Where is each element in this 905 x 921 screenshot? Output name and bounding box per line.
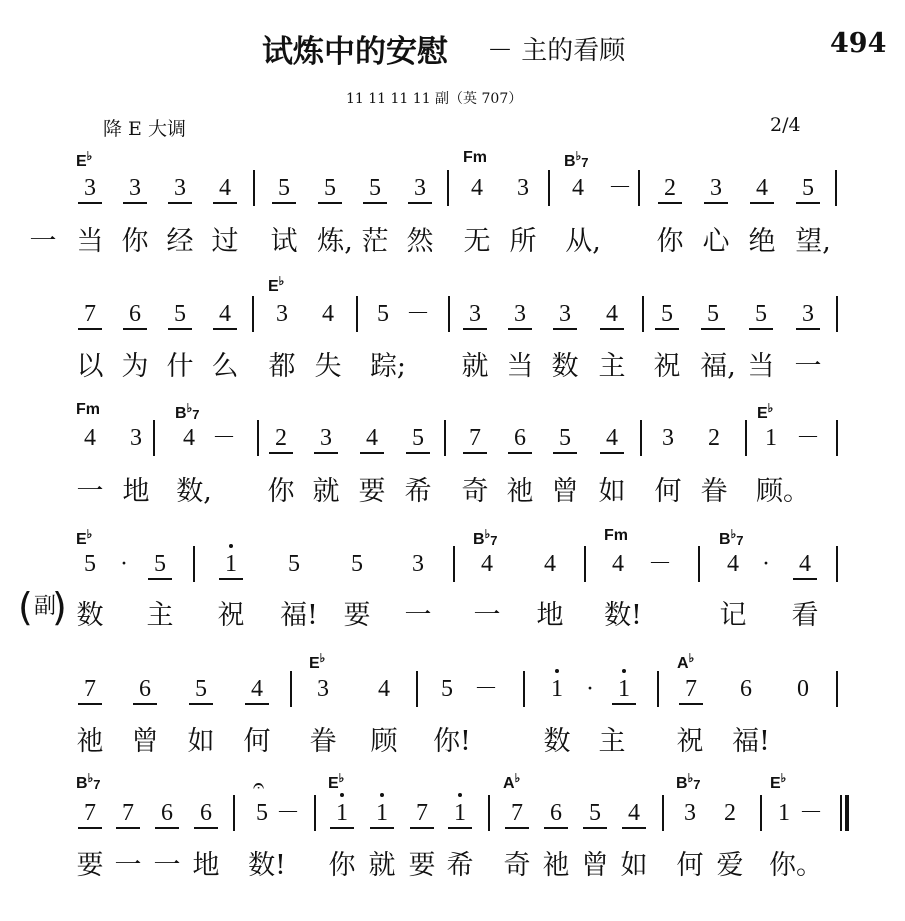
jianpu-note: 4 <box>322 301 334 327</box>
jianpu-note: 3 <box>123 176 147 204</box>
jianpu-note: 4 <box>481 551 493 577</box>
jianpu-note: 3 <box>508 302 532 330</box>
lyric-char: 一 <box>794 351 822 382</box>
lyric-char: 无 <box>463 226 491 257</box>
lyric-char: 曾 <box>131 726 159 757</box>
jianpu-note: 5 <box>84 551 96 577</box>
jianpu-note: 7 <box>78 801 102 829</box>
jianpu-note: － <box>406 301 430 327</box>
chord-symbol: E♭ <box>328 771 345 792</box>
jianpu-note: 5 <box>272 176 296 204</box>
jianpu-note: 6 <box>508 426 532 454</box>
jianpu-note: · <box>586 676 594 702</box>
lyric-char: 眷 <box>309 726 337 757</box>
bar-line <box>252 296 254 332</box>
bar-line <box>836 296 838 332</box>
lyric-char: 祝 <box>217 600 245 631</box>
chord-symbol: Fm <box>463 149 487 166</box>
lyric-char: 曾 <box>551 476 579 507</box>
jianpu-note: 7 <box>116 801 140 829</box>
chord-symbol: Fm <box>76 401 100 418</box>
lyric-char: 以 <box>76 351 104 382</box>
hymn-title: 试炼中的安慰 <box>262 34 448 70</box>
bar-line <box>447 170 449 206</box>
lyric-char: 奇 <box>503 850 531 881</box>
bar-line <box>488 795 490 831</box>
chord-symbol: A♭ <box>677 651 695 672</box>
jianpu-note: 5 <box>749 302 773 330</box>
lyric-char: 主 <box>598 351 626 382</box>
chord-symbol: Fm <box>604 527 628 544</box>
bar-line <box>662 795 664 831</box>
lyric-char: 一 <box>114 850 142 881</box>
bar-line <box>444 420 446 456</box>
lyric-char: 炼, <box>317 226 353 257</box>
chord-symbol: E♭ <box>309 651 326 672</box>
lyric-char: 祂 <box>76 726 104 757</box>
lyric-char: 祂 <box>542 850 570 881</box>
lyric-char: 地 <box>536 600 564 631</box>
jianpu-note: － <box>276 800 300 826</box>
bar-line <box>640 420 642 456</box>
jianpu-note: 7 <box>505 801 529 829</box>
chord-symbol: $B^♭_7$ <box>473 527 498 548</box>
jianpu-note: 4 <box>213 176 237 204</box>
jianpu-note: 3 <box>796 302 820 330</box>
bar-line <box>253 170 255 206</box>
jianpu-note: 5 <box>363 176 387 204</box>
lyric-char: 顾 <box>370 726 398 757</box>
jianpu-note: 4 <box>378 676 390 702</box>
lyric-char: 就 <box>368 850 396 881</box>
jianpu-note: 3 <box>517 175 529 201</box>
jianpu-note: 5 <box>256 800 268 826</box>
jianpu-note: 3 <box>412 551 424 577</box>
jianpu-note: 5 <box>796 176 820 204</box>
jianpu-note: 4 <box>183 425 195 451</box>
final-bar-thick <box>845 795 849 831</box>
jianpu-note: 7 <box>78 302 102 330</box>
lyric-char: 要 <box>408 850 436 881</box>
lyric-char: 你 <box>328 850 356 881</box>
lyric-char: 一 <box>76 476 104 507</box>
lyric-char: 福! <box>732 726 770 757</box>
bar-line <box>698 546 700 582</box>
bar-line <box>836 420 838 456</box>
lyric-char: 数! <box>604 600 642 631</box>
jianpu-note: 1 <box>778 800 790 826</box>
high-octave-dot <box>458 793 462 797</box>
chord-symbol: $B^♭_7$ <box>719 527 744 548</box>
jianpu-note: 7 <box>410 801 434 829</box>
bar-line <box>760 795 762 831</box>
bar-line <box>638 170 640 206</box>
lyric-char: 地 <box>192 850 220 881</box>
lyric-char: 数 <box>543 726 571 757</box>
jianpu-note: 4 <box>727 551 739 577</box>
lyric-char: 试 <box>270 226 298 257</box>
lyric-char: 当 <box>506 351 534 382</box>
jianpu-note: 1 <box>370 801 394 829</box>
jianpu-note: 5 <box>148 552 172 580</box>
jianpu-note: 4 <box>471 175 483 201</box>
jianpu-note: 4 <box>600 302 624 330</box>
lyric-char: 祝 <box>676 726 704 757</box>
jianpu-note: 3 <box>408 176 432 204</box>
lyric-char: 希 <box>404 476 432 507</box>
jianpu-note: 4 <box>544 551 556 577</box>
jianpu-note: 1 <box>765 425 777 451</box>
chord-symbol: E♭ <box>268 274 285 295</box>
lyric-char: 数! <box>248 850 286 881</box>
jianpu-note: 4 <box>612 551 624 577</box>
chord-symbol: $B^♭_7$ <box>175 401 200 422</box>
lyric-char: 如 <box>620 850 648 881</box>
lyric-char: 一 <box>404 600 432 631</box>
jianpu-note: 6 <box>544 801 568 829</box>
lyric-char: 你 <box>121 226 149 257</box>
chord-symbol: A♭ <box>503 771 521 792</box>
high-octave-dot <box>229 544 233 548</box>
jianpu-note: 4 <box>622 801 646 829</box>
lyric-char: 祂 <box>506 476 534 507</box>
lyric-char: 奇 <box>461 476 489 507</box>
jianpu-note: － <box>796 425 820 451</box>
jianpu-note: 4 <box>84 425 96 451</box>
lyric-char: 要 <box>343 600 371 631</box>
jianpu-note: 3 <box>276 301 288 327</box>
chord-symbol: E♭ <box>770 771 787 792</box>
final-bar-thin <box>840 795 842 831</box>
lyric-char: 为 <box>121 351 149 382</box>
jianpu-note: － <box>212 425 236 451</box>
jianpu-note: 3 <box>553 302 577 330</box>
high-octave-dot <box>622 669 626 673</box>
lyric-char: 你 <box>267 476 295 507</box>
high-octave-dot <box>380 793 384 797</box>
jianpu-note: 4 <box>213 302 237 330</box>
jianpu-note: － <box>474 676 498 702</box>
lyric-char: 福! <box>280 600 318 631</box>
bar-line <box>835 170 837 206</box>
chord-symbol: $B^♭_7$ <box>564 149 589 170</box>
lyric-char: 当 <box>747 351 775 382</box>
lyric-char: 心 <box>702 226 730 257</box>
jianpu-note: 3 <box>78 176 102 204</box>
lyric-char: 什 <box>166 351 194 382</box>
jianpu-note: 1 <box>219 552 243 580</box>
lyric-char: 祝 <box>653 351 681 382</box>
jianpu-note: 1 <box>612 677 636 705</box>
lyric-char: 绝 <box>748 226 776 257</box>
lyric-char: 数 <box>76 600 104 631</box>
chord-symbol: E♭ <box>757 401 774 422</box>
chord-symbol: $B^♭_7$ <box>676 771 701 792</box>
lyric-char: 曾 <box>581 850 609 881</box>
bar-line <box>416 671 418 707</box>
bar-line <box>448 296 450 332</box>
jianpu-note: 2 <box>708 425 720 451</box>
jianpu-note: 7 <box>78 677 102 705</box>
jianpu-note: 6 <box>133 677 157 705</box>
bar-line <box>257 420 259 456</box>
jianpu-note: 3 <box>662 425 674 451</box>
bar-line <box>233 795 235 831</box>
lyric-char: 要 <box>358 476 386 507</box>
jianpu-note: 6 <box>155 801 179 829</box>
lyric-char: 过 <box>211 226 239 257</box>
jianpu-note: 5 <box>288 551 300 577</box>
lyric-char: 数, <box>176 476 212 507</box>
lyric-char: 眷 <box>700 476 728 507</box>
hymn-subtitle: － 主的看顾 <box>487 36 626 66</box>
jianpu-note: 4 <box>360 426 384 454</box>
lyric-char: 主 <box>146 600 174 631</box>
bar-line <box>453 546 455 582</box>
lyric-char: 都 <box>268 351 296 382</box>
jianpu-note: 5 <box>318 176 342 204</box>
lyric-char: 就 <box>461 351 489 382</box>
time-signature: 2/4 <box>770 114 801 136</box>
jianpu-note: 1 <box>551 676 563 702</box>
bar-line <box>642 296 644 332</box>
bar-line <box>314 795 316 831</box>
jianpu-note: 5 <box>168 302 192 330</box>
jianpu-note: 3 <box>314 426 338 454</box>
jianpu-note: 3 <box>684 800 696 826</box>
jianpu-note: 5 <box>351 551 363 577</box>
bar-line <box>584 546 586 582</box>
lyric-char: 失 <box>314 351 342 382</box>
bar-line <box>523 671 525 707</box>
jianpu-note: 5 <box>377 301 389 327</box>
jianpu-note: · <box>120 551 128 577</box>
lyric-char: 你。 <box>769 850 823 881</box>
lyric-char: 你 <box>656 226 684 257</box>
hymn-number: 494 <box>830 28 887 59</box>
refrain-label: 副 <box>34 594 57 619</box>
chord-symbol: E♭ <box>76 149 93 170</box>
bar-line <box>153 420 155 456</box>
lyric-char: 如 <box>187 726 215 757</box>
jianpu-note: 4 <box>750 176 774 204</box>
high-octave-dot <box>555 669 559 673</box>
bar-line <box>836 671 838 707</box>
jianpu-note: 3 <box>463 302 487 330</box>
refrain-paren-close: ) <box>52 585 67 629</box>
chord-symbol: E♭ <box>76 527 93 548</box>
key-signature: 降 E 大调 <box>103 118 186 140</box>
jianpu-note: 5 <box>583 801 607 829</box>
bar-line <box>548 170 550 206</box>
jianpu-note: 3 <box>168 176 192 204</box>
jianpu-note: － <box>799 800 823 826</box>
jianpu-note: 7 <box>463 426 487 454</box>
high-octave-dot <box>340 793 344 797</box>
jianpu-note: 0 <box>797 676 809 702</box>
lyric-char: 么 <box>211 351 239 382</box>
lyric-char: 记 <box>719 600 747 631</box>
jianpu-note: 5 <box>441 676 453 702</box>
lyric-char: 希 <box>446 850 474 881</box>
lyric-char: 一 <box>29 226 57 257</box>
jianpu-note: 6 <box>194 801 218 829</box>
lyric-char: 数 <box>551 351 579 382</box>
jianpu-note: 4 <box>245 677 269 705</box>
jianpu-note: 4 <box>600 426 624 454</box>
lyric-char: 何 <box>243 726 271 757</box>
jianpu-note: 7 <box>679 677 703 705</box>
lyric-char: 经 <box>166 226 194 257</box>
lyric-char: 如 <box>598 476 626 507</box>
jianpu-note: － <box>608 175 632 201</box>
jianpu-note: 1 <box>448 801 472 829</box>
jianpu-note: 1 <box>330 801 354 829</box>
lyric-char: 要 <box>76 850 104 881</box>
jianpu-note: 3 <box>317 676 329 702</box>
chord-symbol: $B^♭_7$ <box>76 771 101 792</box>
bar-line <box>657 671 659 707</box>
jianpu-note: 2 <box>724 800 736 826</box>
lyric-char: 爱 <box>716 850 744 881</box>
jianpu-note: 6 <box>123 302 147 330</box>
lyric-char: 当 <box>76 226 104 257</box>
meter-line: 11 11 11 11 副（英 707） <box>346 91 523 107</box>
lyric-char: 所 <box>509 226 537 257</box>
jianpu-note: 3 <box>704 176 728 204</box>
jianpu-note: · <box>762 551 770 577</box>
jianpu-note: 5 <box>553 426 577 454</box>
lyric-char: 你! <box>433 726 471 757</box>
jianpu-note: 2 <box>658 176 682 204</box>
refrain-paren-open: ( <box>18 585 33 629</box>
lyric-char: 一 <box>473 600 501 631</box>
lyric-char: 从, <box>565 226 601 257</box>
bar-line <box>193 546 195 582</box>
bar-line <box>836 546 838 582</box>
jianpu-note: 5 <box>406 426 430 454</box>
jianpu-note: 3 <box>130 425 142 451</box>
lyric-char: 茫 <box>361 226 389 257</box>
bar-line <box>290 671 292 707</box>
jianpu-note: 5 <box>189 677 213 705</box>
jianpu-note: － <box>648 551 672 577</box>
lyric-char: 一 <box>153 850 181 881</box>
lyric-char: 何 <box>676 850 704 881</box>
lyric-char: 福, <box>700 351 736 382</box>
jianpu-note: 5 <box>655 302 679 330</box>
lyric-char: 然 <box>406 226 434 257</box>
jianpu-note: 4 <box>793 552 817 580</box>
lyric-char: 何 <box>654 476 682 507</box>
lyric-char: 顾。 <box>756 476 810 507</box>
bar-line <box>356 296 358 332</box>
lyric-char: 就 <box>312 476 340 507</box>
jianpu-note: 6 <box>740 676 752 702</box>
lyric-char: 地 <box>122 476 150 507</box>
jianpu-note: 2 <box>269 426 293 454</box>
lyric-char: 主 <box>598 726 626 757</box>
lyric-char: 望, <box>795 226 831 257</box>
bar-line <box>745 420 747 456</box>
jianpu-note: 4 <box>572 175 584 201</box>
fermata-icon: 𝄐 <box>253 773 265 797</box>
jianpu-note: 5 <box>701 302 725 330</box>
lyric-char: 看 <box>791 600 819 631</box>
lyric-char: 踪; <box>369 351 407 382</box>
